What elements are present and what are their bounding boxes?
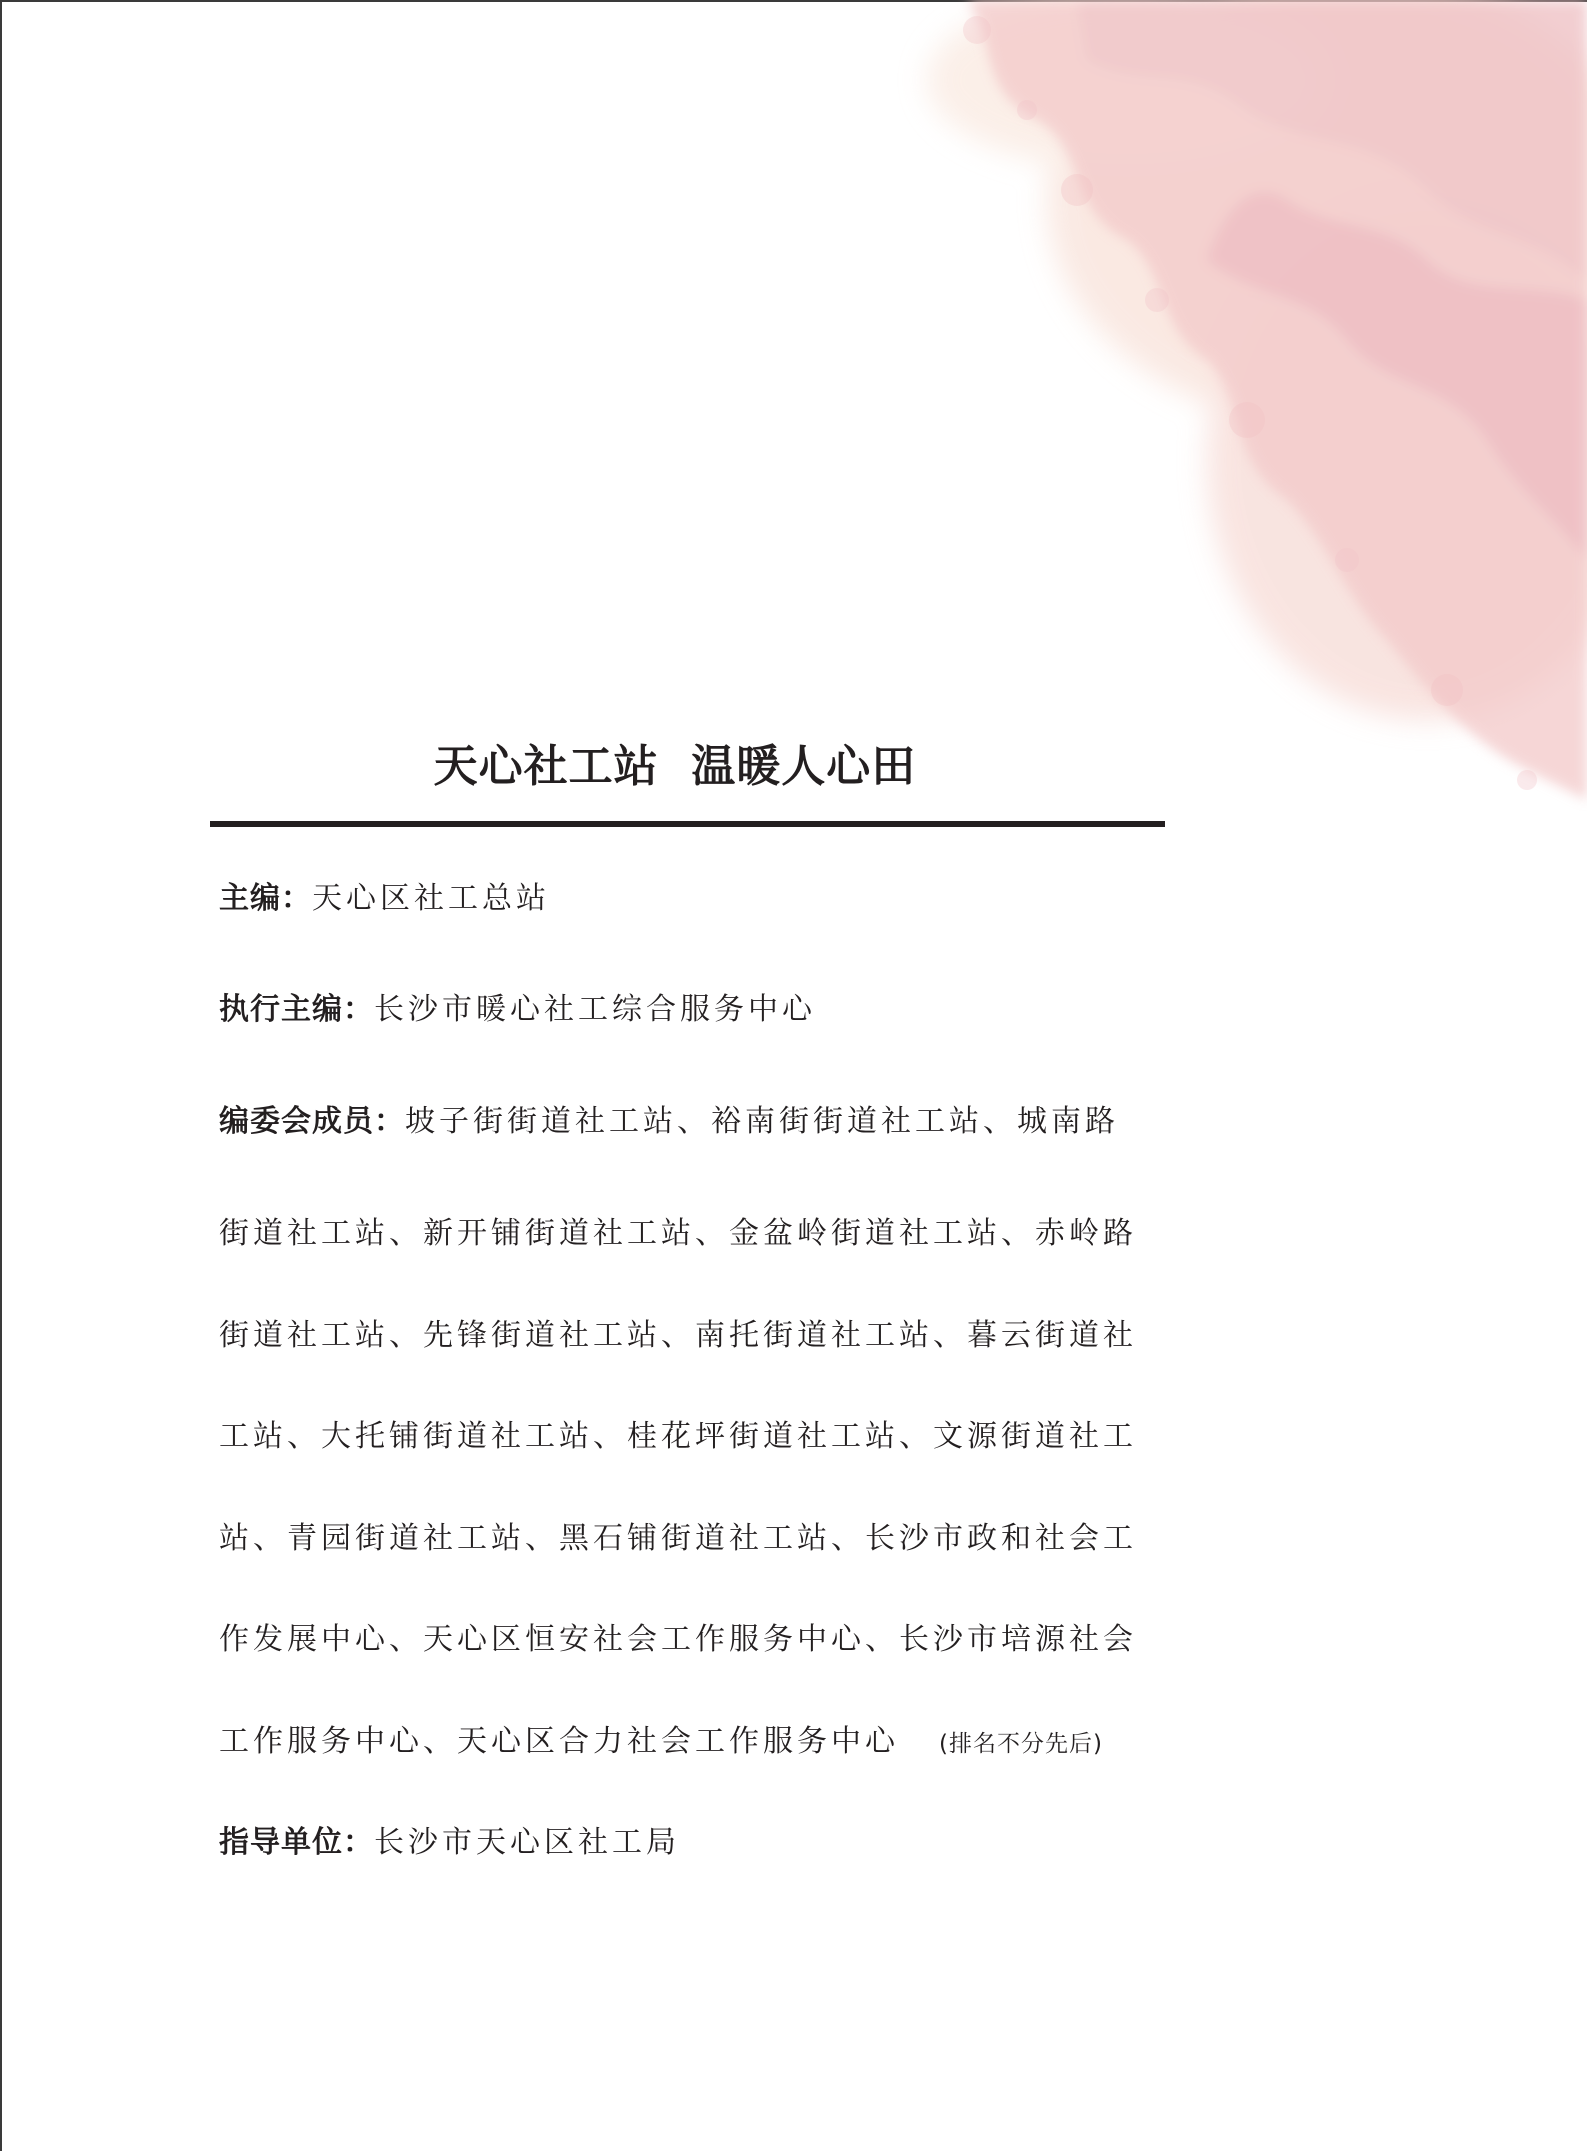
editor-value: 天心区社工总站 bbox=[312, 881, 550, 916]
executive-editor-line bbox=[219, 984, 816, 1028]
title-underline bbox=[210, 821, 1165, 827]
committee-line-5: 站、青园街道社工站、黑石铺街道社工站、长沙市政和社会工 bbox=[219, 1521, 1137, 1556]
guidance-label: 指导单位： bbox=[219, 1825, 374, 1860]
executive-editor-label: 执行主编： bbox=[219, 992, 374, 1027]
committee-line-4: 工站、大托铺街道社工站、桂花坪街道社工站、文源街道社工 bbox=[219, 1419, 1137, 1454]
executive-editor-value: 长沙市暖心社工综合服务中心 bbox=[374, 992, 816, 1027]
committee-line-6: 作发展中心、天心区恒安社会工作服务中心、长沙市培源社会 bbox=[219, 1622, 1137, 1657]
guidance-line bbox=[219, 1817, 680, 1861]
page-title: 天心社工站 温暖人心田 bbox=[433, 741, 917, 792]
committee-line-3: 街道社工站、先锋街道社工站、南托街道社工站、暮云街道社 bbox=[219, 1318, 1137, 1353]
committee-text-1: 坡子街街道社工站、裕南街街道社工站、城南路 bbox=[405, 1104, 1119, 1139]
committee-text-7: 工作服务中心、天心区合力社会工作服务中心 bbox=[219, 1724, 899, 1759]
committee-line-7 bbox=[219, 1716, 1103, 1760]
ranking-note: (排名不分先后) bbox=[939, 1731, 1103, 1757]
editor-label: 主编： bbox=[219, 881, 312, 916]
watercolor-decoration bbox=[827, 0, 1587, 820]
guidance-value: 长沙市天心区社工局 bbox=[374, 1825, 680, 1860]
editor-line bbox=[219, 873, 550, 917]
committee-line-2: 街道社工站、新开铺街道社工站、金盆岭街道社工站、赤岭路 bbox=[219, 1216, 1137, 1251]
committee-label: 编委会成员： bbox=[219, 1104, 405, 1139]
committee-line-1 bbox=[219, 1096, 1119, 1140]
